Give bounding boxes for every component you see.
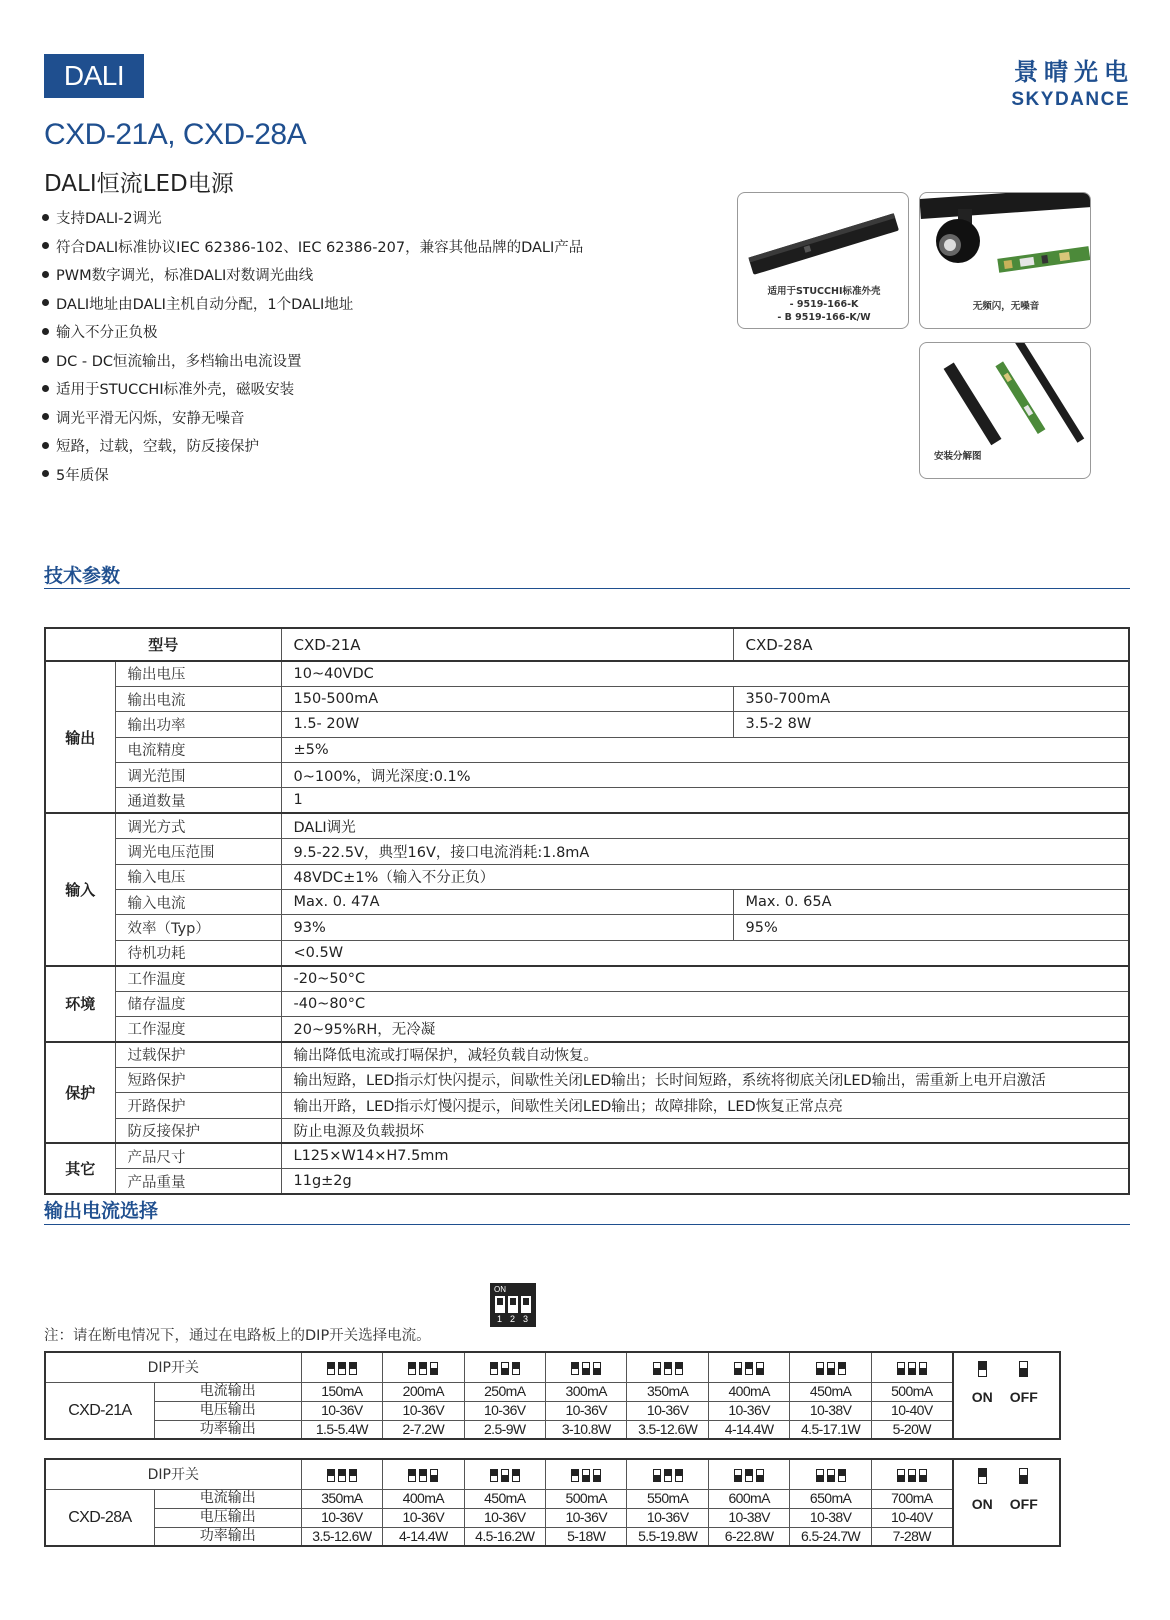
dip-switch-3 bbox=[521, 1296, 531, 1313]
specs-title: 技术参数 bbox=[44, 565, 121, 587]
dip-switch-icon bbox=[430, 1469, 438, 1482]
dip-row-label: 功率输出 bbox=[154, 1420, 301, 1439]
legend-off-label: OFF bbox=[1009, 1389, 1038, 1405]
spec-label: 通道数量 bbox=[115, 788, 281, 813]
dip-switch-icon bbox=[419, 1362, 427, 1375]
dip-switch-icon bbox=[816, 1362, 824, 1375]
dip-header-row bbox=[45, 1352, 1060, 1382]
spec-row bbox=[45, 1067, 1129, 1092]
feature-text: DALI地址由DALI主机自动分配，1个DALI地址 bbox=[56, 296, 354, 313]
spotlight-caption: 无频闪，无噪音 bbox=[972, 301, 1040, 312]
spec-label: 储存温度 bbox=[115, 991, 281, 1016]
spec-value: 20~95%RH，无冷凝 bbox=[281, 1016, 1129, 1041]
dip-value-power: 1.5-5.4W bbox=[301, 1420, 382, 1439]
specs-divider bbox=[44, 588, 1130, 589]
dip-switch-icon bbox=[919, 1469, 927, 1482]
dip-switch-icon bbox=[756, 1469, 764, 1482]
spec-row bbox=[45, 1016, 1129, 1041]
feature-text: 输入不分正负极 bbox=[56, 325, 158, 341]
spec-value: ±5% bbox=[281, 737, 1129, 762]
dip-switch-icon bbox=[653, 1469, 661, 1482]
spec-value: 11g±2g bbox=[281, 1169, 1129, 1194]
dip-header-label: DIP开关 bbox=[45, 1459, 301, 1489]
spec-value: 48VDC±1%（输入不分正负） bbox=[281, 864, 1129, 889]
dip-value-voltage: 10-40V bbox=[871, 1508, 952, 1527]
spec-table bbox=[44, 627, 1130, 1195]
dip-value-power: 3.5-12.6W bbox=[301, 1527, 382, 1546]
spec-row bbox=[45, 1143, 1129, 1168]
dip-setting-cell bbox=[708, 1459, 789, 1489]
dip-value-current: 700mA bbox=[871, 1489, 952, 1508]
dip-value-power: 7-28W bbox=[871, 1527, 952, 1546]
spec-value-cxd28a: 3.5-2 8W bbox=[733, 712, 1129, 737]
feature-item bbox=[42, 319, 583, 348]
feature-item bbox=[42, 291, 583, 320]
spec-header-label: 型号 bbox=[45, 628, 281, 661]
dip-setting-icons bbox=[325, 1466, 358, 1482]
dip-row-label: 功率输出 bbox=[154, 1527, 301, 1546]
bullet-icon bbox=[42, 442, 49, 449]
current-selection-divider bbox=[44, 1224, 1130, 1225]
spec-value: L125×W14×H7.5mm bbox=[281, 1143, 1129, 1168]
dip-value-current: 150mA bbox=[301, 1382, 382, 1401]
feature-text: 5年质保 bbox=[56, 467, 109, 484]
feature-text: 符合DALI标准协议IEC 62386-102、IEC 62386-207，兼容其他品牌的DALI产品 bbox=[56, 239, 584, 256]
dip-setting-icons bbox=[895, 1359, 928, 1375]
spec-row bbox=[45, 763, 1129, 788]
brand-name-en: SKYDANCE bbox=[1011, 89, 1130, 110]
spec-label: 产品尺寸 bbox=[115, 1143, 281, 1168]
spec-row bbox=[45, 712, 1129, 737]
dip-legend-box bbox=[954, 1353, 1059, 1438]
spec-label: 调光范围 bbox=[115, 763, 281, 788]
dip-data-row bbox=[45, 1420, 1060, 1439]
spec-header-model1: CXD-21A bbox=[281, 628, 733, 661]
legend-off-label: OFF bbox=[1009, 1496, 1038, 1512]
feature-item bbox=[42, 405, 583, 434]
dip-switch-icon bbox=[653, 1362, 661, 1375]
dip-value-power: 2-7.2W bbox=[383, 1420, 464, 1439]
dip-switch-icon bbox=[675, 1362, 683, 1375]
spec-label: 开路保护 bbox=[115, 1093, 281, 1118]
spec-group-label: 输入 bbox=[45, 813, 115, 965]
dip-value-voltage: 10-36V bbox=[627, 1401, 708, 1420]
dip-setting-cell bbox=[627, 1459, 708, 1489]
dip-switch-icon bbox=[897, 1362, 905, 1375]
dip-setting-cell bbox=[464, 1352, 545, 1382]
dip-value-current: 200mA bbox=[383, 1382, 464, 1401]
dip-setting-cell bbox=[301, 1459, 382, 1489]
feature-item bbox=[42, 205, 583, 234]
spec-label: 输出功率 bbox=[115, 712, 281, 737]
spec-label: 产品重量 bbox=[115, 1169, 281, 1194]
dip-value-voltage: 10-38V bbox=[790, 1508, 871, 1527]
dip-value-power: 5-20W bbox=[871, 1420, 952, 1439]
dip-switch-icon bbox=[338, 1362, 346, 1375]
spec-row bbox=[45, 813, 1129, 838]
spec-row bbox=[45, 1169, 1129, 1194]
dip-value-current: 500mA bbox=[546, 1489, 627, 1508]
feature-item bbox=[42, 262, 583, 291]
dip-switch-icon bbox=[571, 1469, 579, 1482]
spec-value: 输出降低电流或打嗝保护，减轻负载自动恢复。 bbox=[281, 1042, 1129, 1067]
feature-item bbox=[42, 234, 583, 263]
spec-header-model2: CXD-28A bbox=[733, 628, 1129, 661]
dip-setting-icons bbox=[570, 1359, 603, 1375]
dip-value-current: 500mA bbox=[871, 1382, 952, 1401]
dip-setting-icons bbox=[733, 1359, 766, 1375]
dip-setting-cell bbox=[546, 1459, 627, 1489]
spec-row bbox=[45, 1118, 1129, 1143]
dip-setting-cell bbox=[464, 1459, 545, 1489]
spec-row bbox=[45, 890, 1129, 915]
dip-switch-icon bbox=[756, 1362, 764, 1375]
dip-switch-icon bbox=[827, 1469, 835, 1482]
dip-switch-icon bbox=[582, 1362, 590, 1375]
bullet-icon bbox=[42, 214, 49, 221]
dip-value-voltage: 10-36V bbox=[383, 1508, 464, 1527]
product-model: CXD-21A, CXD-28A bbox=[44, 118, 307, 151]
spec-label: 电流精度 bbox=[115, 737, 281, 762]
feature-text: 适用于STUCCHI标准外壳，磁吸安装 bbox=[56, 382, 295, 398]
bullet-icon bbox=[42, 470, 49, 477]
spec-label: 调光方式 bbox=[115, 813, 281, 838]
dip-data-row bbox=[45, 1489, 1060, 1508]
spec-label: 工作湿度 bbox=[115, 1016, 281, 1041]
dip-setting-icons bbox=[407, 1359, 440, 1375]
spec-value: 输出开路，LED指示灯慢闪提示，间歇性关闭LED输出；故障排除，LED恢复正常点亮 bbox=[281, 1093, 1129, 1118]
spec-row bbox=[45, 1093, 1129, 1118]
spec-group-label: 保护 bbox=[45, 1042, 115, 1144]
legend-on-label: ON bbox=[971, 1496, 993, 1512]
dip-value-voltage: 10-36V bbox=[464, 1401, 545, 1420]
dip-setting-icons bbox=[488, 1466, 521, 1482]
dip-value-power: 5-18W bbox=[546, 1527, 627, 1546]
dip-value-current: 250mA bbox=[464, 1382, 545, 1401]
dip-value-current: 650mA bbox=[790, 1489, 871, 1508]
dip-switch-icon bbox=[919, 1362, 927, 1375]
exploded-caption: 安装分解图 bbox=[934, 451, 982, 462]
dip-switch-icon bbox=[675, 1469, 683, 1482]
spec-row bbox=[45, 686, 1129, 711]
spec-row bbox=[45, 915, 1129, 940]
dip-switch-2 bbox=[508, 1296, 518, 1313]
housing-photo bbox=[737, 192, 909, 329]
dip-switch-icon bbox=[745, 1469, 753, 1482]
bullet-icon bbox=[42, 328, 49, 335]
dip-switch-1 bbox=[495, 1296, 505, 1313]
dip-value-current: 350mA bbox=[301, 1489, 382, 1508]
dip-value-power: 6-22.8W bbox=[708, 1527, 789, 1546]
legend-on-label: ON bbox=[971, 1389, 993, 1405]
spec-label: 短路保护 bbox=[115, 1067, 281, 1092]
dip-switch-icon bbox=[838, 1469, 846, 1482]
dip-setting-icons bbox=[488, 1359, 521, 1375]
dip-header-label: DIP开关 bbox=[45, 1352, 301, 1382]
brand-logo bbox=[1011, 52, 1134, 111]
spec-label: 效率（Typ） bbox=[115, 915, 281, 940]
spec-group-label: 其它 bbox=[45, 1143, 115, 1194]
dip-switch-icon bbox=[745, 1362, 753, 1375]
dip-value-power: 2.5-9W bbox=[464, 1420, 545, 1439]
current-selection-title: 输出电流选择 bbox=[44, 1200, 159, 1222]
dip-setting-icons bbox=[570, 1466, 603, 1482]
spec-header-row bbox=[45, 628, 1129, 661]
dip-setting-cell bbox=[383, 1459, 464, 1489]
feature-list bbox=[42, 205, 583, 490]
spec-row bbox=[45, 991, 1129, 1016]
dip-value-voltage: 10-36V bbox=[464, 1508, 545, 1527]
dip-value-voltage: 10-38V bbox=[790, 1401, 871, 1420]
dip-value-power: 4-14.4W bbox=[708, 1420, 789, 1439]
bullet-icon bbox=[42, 299, 49, 306]
spec-value: -20~50°C bbox=[281, 966, 1129, 991]
dip-value-voltage: 10-36V bbox=[708, 1401, 789, 1420]
dip-switch-icon bbox=[897, 1469, 905, 1482]
dip-switch-figure bbox=[490, 1283, 536, 1327]
dip-value-power: 4-14.4W bbox=[383, 1527, 464, 1546]
spec-row bbox=[45, 661, 1129, 686]
dip-data-row bbox=[45, 1382, 1060, 1401]
spec-label: 工作温度 bbox=[115, 966, 281, 991]
spec-group-label: 输出 bbox=[45, 661, 115, 813]
spec-value: 1 bbox=[281, 788, 1129, 813]
dip-setting-icons bbox=[407, 1466, 440, 1482]
dip-switch-icon bbox=[327, 1469, 335, 1482]
spec-label: 过载保护 bbox=[115, 1042, 281, 1067]
dip-data-row bbox=[45, 1508, 1060, 1527]
dip-table-cxd21a bbox=[44, 1351, 1061, 1440]
dip-switch-icon bbox=[349, 1469, 357, 1482]
dip-data-row bbox=[45, 1527, 1060, 1546]
feature-item bbox=[42, 348, 583, 377]
dip-setting-cell bbox=[301, 1352, 382, 1382]
dip-setting-cell bbox=[790, 1352, 871, 1382]
spec-value: -40~80°C bbox=[281, 991, 1129, 1016]
dip-value-power: 5.5-19.8W bbox=[627, 1527, 708, 1546]
spec-label: 调光电压范围 bbox=[115, 839, 281, 864]
spotlight-photo bbox=[919, 192, 1091, 329]
dip-value-current: 450mA bbox=[464, 1489, 545, 1508]
dip-setting-cell bbox=[627, 1352, 708, 1382]
dip-switch-icon bbox=[664, 1362, 672, 1375]
dip-switch-icon bbox=[593, 1469, 601, 1482]
spec-row bbox=[45, 788, 1129, 813]
dip-switch-icon bbox=[430, 1362, 438, 1375]
dip-switch-icon bbox=[734, 1469, 742, 1482]
bullet-icon bbox=[42, 242, 49, 249]
feature-item bbox=[42, 462, 583, 491]
spec-label: 输出电流 bbox=[115, 686, 281, 711]
dip-header-row bbox=[45, 1459, 1060, 1489]
dip-value-power: 4.5-16.2W bbox=[464, 1527, 545, 1546]
dip-model-label: CXD-21A bbox=[45, 1382, 154, 1439]
switch-on-icon bbox=[978, 1468, 987, 1484]
dip-switch-icon bbox=[664, 1469, 672, 1482]
dip-setting-cell bbox=[871, 1352, 952, 1382]
spec-value-cxd28a: 95% bbox=[733, 915, 1129, 940]
switch-on-icon bbox=[978, 1361, 987, 1377]
brand-name-cn: 景晴光电 bbox=[1014, 58, 1134, 86]
dip-switch-icon bbox=[512, 1469, 520, 1482]
feature-text: DC - DC恒流输出，多档输出电流设置 bbox=[56, 353, 302, 370]
dip-switch-icon bbox=[408, 1362, 416, 1375]
dip-value-power: 3-10.8W bbox=[546, 1420, 627, 1439]
dip-switch-icon bbox=[512, 1362, 520, 1375]
dip-value-current: 400mA bbox=[383, 1489, 464, 1508]
spec-value: 防止电源及负载损坏 bbox=[281, 1118, 1129, 1143]
dip-setting-icons bbox=[733, 1466, 766, 1482]
dip-value-voltage: 10-36V bbox=[301, 1508, 382, 1527]
dip-legend bbox=[953, 1352, 1060, 1439]
dip-number-1: 1 bbox=[497, 1314, 503, 1324]
spec-value: 0~100%，调光深度:0.1% bbox=[281, 763, 1129, 788]
dip-on-label: ON bbox=[494, 1285, 506, 1294]
dip-switch-icon bbox=[571, 1362, 579, 1375]
dip-switch-icon bbox=[908, 1362, 916, 1375]
bullet-icon bbox=[42, 413, 49, 420]
dip-setting-icons bbox=[651, 1359, 684, 1375]
switch-off-icon bbox=[1019, 1468, 1028, 1484]
dip-switch-icon bbox=[408, 1469, 416, 1482]
housing-caption-line2: - 9519-166-K bbox=[789, 299, 859, 310]
dip-number-2: 2 bbox=[510, 1314, 516, 1324]
dip-value-voltage: 10-36V bbox=[383, 1401, 464, 1420]
dip-setting-cell bbox=[790, 1459, 871, 1489]
dip-value-voltage: 10-36V bbox=[301, 1401, 382, 1420]
dip-switch-icon bbox=[501, 1362, 509, 1375]
spec-value: <0.5W bbox=[281, 940, 1129, 965]
dip-table-cxd28a bbox=[44, 1458, 1061, 1547]
dip-setting-icons bbox=[814, 1359, 847, 1375]
dip-legend bbox=[953, 1459, 1060, 1546]
dip-switch-icon bbox=[501, 1469, 509, 1482]
dip-switch-icon bbox=[593, 1362, 601, 1375]
spec-row bbox=[45, 864, 1129, 889]
feature-item bbox=[42, 376, 583, 405]
spec-value: 9.5-22.5V，典型16V，接口电流消耗:1.8mA bbox=[281, 839, 1129, 864]
spec-value: DALI调光 bbox=[281, 813, 1129, 838]
dip-value-power: 4.5-17.1W bbox=[790, 1420, 871, 1439]
dip-value-current: 600mA bbox=[708, 1489, 789, 1508]
spec-row bbox=[45, 839, 1129, 864]
spec-row bbox=[45, 966, 1129, 991]
dip-switch-icon bbox=[827, 1362, 835, 1375]
spec-value-cxd21a: Max. 0. 47A bbox=[281, 890, 733, 915]
bullet-icon bbox=[42, 385, 49, 392]
spec-value-cxd21a: 93% bbox=[281, 915, 733, 940]
spec-label: 防反接保护 bbox=[115, 1118, 281, 1143]
dip-switch-icon bbox=[490, 1362, 498, 1375]
bullet-icon bbox=[42, 356, 49, 363]
dip-value-power: 3.5-12.6W bbox=[627, 1420, 708, 1439]
dip-value-current: 350mA bbox=[627, 1382, 708, 1401]
dip-value-current: 450mA bbox=[790, 1382, 871, 1401]
spec-value-cxd28a: 350-700mA bbox=[733, 686, 1129, 711]
spec-label: 输入电流 bbox=[115, 890, 281, 915]
dip-switch-icon bbox=[349, 1362, 357, 1375]
dip-setting-icons bbox=[895, 1466, 928, 1482]
spec-value: 10~40VDC bbox=[281, 661, 1129, 686]
dip-value-voltage: 10-36V bbox=[546, 1508, 627, 1527]
dip-number-3: 3 bbox=[523, 1314, 529, 1324]
product-subtitle: DALI恒流LED电源 bbox=[44, 171, 234, 197]
spec-group-label: 环境 bbox=[45, 966, 115, 1042]
spec-value: 输出短路，LED指示灯快闪提示，间歇性关闭LED输出；长时间短路，系统将彻底关闭LED输出，需重新上电开启激活 bbox=[281, 1067, 1129, 1092]
spec-value-cxd28a: Max. 0. 65A bbox=[733, 890, 1129, 915]
dip-row-label: 电流输出 bbox=[154, 1489, 301, 1508]
spec-row bbox=[45, 940, 1129, 965]
dip-setting-cell bbox=[546, 1352, 627, 1382]
dip-setting-cell bbox=[708, 1352, 789, 1382]
housing-caption-line3: - B 9519-166-K/W bbox=[777, 312, 871, 323]
feature-text: 支持DALI-2调光 bbox=[56, 211, 162, 227]
dip-setting-icons bbox=[325, 1359, 358, 1375]
dip-switch-icon bbox=[734, 1362, 742, 1375]
dip-model-label: CXD-28A bbox=[45, 1489, 154, 1546]
dip-value-power: 6.5-24.7W bbox=[790, 1527, 871, 1546]
dip-note: 注：请在断电情况下，通过在电路板上的DIP开关选择电流。 bbox=[44, 1328, 431, 1344]
dip-value-voltage: 10-38V bbox=[708, 1508, 789, 1527]
housing-caption-line1: 适用于STUCCHI标准外壳 bbox=[767, 286, 881, 297]
dip-value-voltage: 10-36V bbox=[627, 1508, 708, 1527]
dip-data-row bbox=[45, 1401, 1060, 1420]
dip-setting-icons bbox=[651, 1466, 684, 1482]
dip-value-voltage: 10-36V bbox=[546, 1401, 627, 1420]
spec-label: 输入电压 bbox=[115, 864, 281, 889]
dip-switch-icon bbox=[838, 1362, 846, 1375]
dip-switch-icon bbox=[419, 1469, 427, 1482]
spec-value-cxd21a: 150-500mA bbox=[281, 686, 733, 711]
dip-switch-icon bbox=[327, 1362, 335, 1375]
feature-item bbox=[42, 433, 583, 462]
switch-off-icon bbox=[1019, 1361, 1028, 1377]
dip-row-label: 电压输出 bbox=[154, 1508, 301, 1527]
dip-setting-cell bbox=[871, 1459, 952, 1489]
feature-text: 短路，过载，空载，防反接保护 bbox=[56, 439, 259, 455]
feature-text: PWM数字调光，标准DALI对数调光曲线 bbox=[56, 268, 314, 284]
exploded-photo bbox=[919, 342, 1091, 479]
spec-row bbox=[45, 737, 1129, 762]
dip-switch-icon bbox=[908, 1469, 916, 1482]
dip-setting-cell bbox=[383, 1352, 464, 1382]
spec-label: 待机功耗 bbox=[115, 940, 281, 965]
bullet-icon bbox=[42, 271, 49, 278]
dip-switch-icon bbox=[338, 1469, 346, 1482]
dip-value-voltage: 10-40V bbox=[871, 1401, 952, 1420]
category-badge: DALI bbox=[44, 54, 144, 98]
feature-text: 调光平滑无闪烁，安静无噪音 bbox=[56, 410, 245, 427]
dip-switch-icon bbox=[816, 1469, 824, 1482]
dip-value-current: 400mA bbox=[708, 1382, 789, 1401]
dip-row-label: 电流输出 bbox=[154, 1382, 301, 1401]
dip-switch-icon bbox=[582, 1469, 590, 1482]
dip-value-current: 550mA bbox=[627, 1489, 708, 1508]
spec-value-cxd21a: 1.5- 20W bbox=[281, 712, 733, 737]
dip-switch-icon bbox=[490, 1469, 498, 1482]
spec-row bbox=[45, 1042, 1129, 1067]
dip-value-current: 300mA bbox=[546, 1382, 627, 1401]
dip-setting-icons bbox=[814, 1466, 847, 1482]
dip-row-label: 电压输出 bbox=[154, 1401, 301, 1420]
spec-label: 输出电压 bbox=[115, 661, 281, 686]
dip-legend-box bbox=[954, 1460, 1059, 1545]
